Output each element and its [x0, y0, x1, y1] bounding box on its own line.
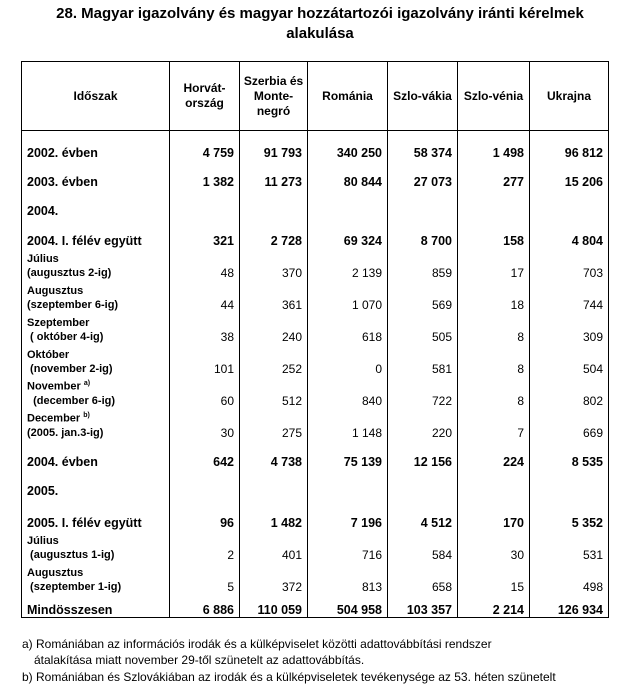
table-row	[22, 312, 609, 344]
value-cell: 11 273	[240, 160, 308, 189]
data-table	[21, 61, 609, 618]
period-name: Október	[27, 348, 70, 361]
footnote-marker: a)	[83, 379, 91, 387]
value-cell: 2 728	[240, 218, 308, 248]
period-label	[22, 530, 170, 562]
value-cell: 2 214	[458, 594, 530, 618]
value-cell: 669	[530, 408, 609, 440]
column-header: Románia	[308, 62, 388, 131]
value-cell: 277	[458, 160, 530, 189]
value-cell	[458, 469, 530, 498]
period-range: (november 2-ig)	[27, 362, 113, 375]
table-row	[22, 530, 609, 562]
value-cell	[240, 189, 308, 218]
value-cell: 27 073	[388, 160, 458, 189]
value-cell: 361	[240, 280, 308, 312]
value-cell: 504	[530, 344, 609, 376]
value-cell: 340 250	[308, 131, 388, 160]
value-cell: 1 382	[170, 160, 240, 189]
value-cell: 512	[240, 376, 308, 408]
period-name: December	[27, 412, 81, 425]
value-cell: 4 759	[170, 131, 240, 160]
period-name: 2002. évben	[27, 145, 98, 160]
table-row	[22, 280, 609, 312]
value-cell: 8 700	[388, 218, 458, 248]
period-label	[22, 280, 170, 312]
value-cell: 505	[388, 312, 458, 344]
value-cell: 48	[170, 248, 240, 280]
value-cell: 1 482	[240, 498, 308, 530]
value-cell: 80 844	[308, 160, 388, 189]
value-cell: 1 498	[458, 131, 530, 160]
value-cell: 4 738	[240, 440, 308, 469]
period-name: 2005.	[27, 483, 59, 498]
table-row	[22, 376, 609, 408]
value-cell: 15	[458, 562, 530, 594]
value-cell: 4 804	[530, 218, 609, 248]
value-cell: 0	[308, 344, 388, 376]
header-row	[22, 62, 609, 131]
period-label	[22, 469, 170, 498]
value-cell	[388, 189, 458, 218]
table-row	[22, 498, 609, 530]
period-label	[22, 440, 170, 469]
value-cell	[240, 469, 308, 498]
value-cell: 126 934	[530, 594, 609, 618]
value-cell: 802	[530, 376, 609, 408]
period-range: (szeptember 1-ig)	[27, 580, 122, 593]
period-name: November	[27, 380, 81, 393]
value-cell: 220	[388, 408, 458, 440]
period-name: Augusztus	[27, 566, 84, 579]
value-cell: 584	[388, 530, 458, 562]
period-name: Július	[27, 534, 59, 547]
value-cell: 96	[170, 498, 240, 530]
value-cell: 716	[308, 530, 388, 562]
value-cell: 103 357	[388, 594, 458, 618]
value-cell: 859	[388, 248, 458, 280]
value-cell: 5 352	[530, 498, 609, 530]
period-name: 2004. évben	[27, 454, 98, 469]
value-cell: 101	[170, 344, 240, 376]
value-cell: 4 512	[388, 498, 458, 530]
value-cell	[530, 189, 609, 218]
page-title: 28. Magyar igazolvány és magyar hozzátartozói igazolvány iránti kérelmek alakulása	[56, 5, 584, 42]
table-row	[22, 594, 609, 618]
period-name: Mindösszesen	[27, 603, 113, 617]
period-name: Augusztus	[27, 284, 84, 297]
footnote-b: b) Romániában és Szlovákiában az irodák és a külképviseletek tevékenysége az 53. héten szünetelt	[22, 670, 556, 684]
value-cell: 569	[388, 280, 458, 312]
value-cell: 44	[170, 280, 240, 312]
period-label	[22, 562, 170, 594]
value-cell: 722	[388, 376, 458, 408]
value-cell	[170, 189, 240, 218]
period-name: Szeptember	[27, 316, 90, 329]
value-cell: 840	[308, 376, 388, 408]
value-cell	[458, 189, 530, 218]
value-cell	[170, 469, 240, 498]
column-header: Ukrajna	[530, 62, 609, 131]
value-cell: 58 374	[388, 131, 458, 160]
value-cell: 75 139	[308, 440, 388, 469]
value-cell: 813	[308, 562, 388, 594]
period-name: 2003. évben	[27, 174, 98, 189]
value-cell: 642	[170, 440, 240, 469]
footnote-a-cont: átalakítása miatt november 29-től szünetelt az adattovábbítás.	[34, 653, 365, 667]
period-range: ( október 4-ig)	[27, 330, 104, 343]
value-cell: 372	[240, 562, 308, 594]
value-cell: 5	[170, 562, 240, 594]
value-cell: 1 148	[308, 408, 388, 440]
value-cell: 240	[240, 312, 308, 344]
value-cell: 1 070	[308, 280, 388, 312]
period-label	[22, 312, 170, 344]
period-range: (2005. jan.3-ig)	[27, 426, 104, 439]
value-cell: 309	[530, 312, 609, 344]
period-name: 2005. I. félév együtt	[27, 515, 142, 530]
column-header: Szlo-vákia	[388, 62, 458, 131]
period-range: (augusztus 2-ig)	[27, 266, 112, 279]
period-label	[22, 498, 170, 530]
value-cell: 498	[530, 562, 609, 594]
value-cell: 252	[240, 344, 308, 376]
value-cell: 30	[458, 530, 530, 562]
period-label	[22, 160, 170, 189]
value-cell: 110 059	[240, 594, 308, 618]
value-cell: 12 156	[388, 440, 458, 469]
value-cell: 321	[170, 218, 240, 248]
column-header: Szerbia és Monte-negró	[240, 62, 308, 131]
value-cell: 69 324	[308, 218, 388, 248]
column-header: Szlo-vénia	[458, 62, 530, 131]
value-cell: 504 958	[308, 594, 388, 618]
value-cell: 401	[240, 530, 308, 562]
table-row	[22, 440, 609, 469]
value-cell: 18	[458, 280, 530, 312]
period-label	[22, 594, 170, 618]
value-cell: 8	[458, 376, 530, 408]
period-label	[22, 376, 170, 408]
value-cell: 38	[170, 312, 240, 344]
value-cell: 15 206	[530, 160, 609, 189]
value-cell: 170	[458, 498, 530, 530]
table-row	[22, 218, 609, 248]
value-cell: 7	[458, 408, 530, 440]
value-cell: 531	[530, 530, 609, 562]
value-cell: 275	[240, 408, 308, 440]
value-cell: 224	[458, 440, 530, 469]
value-cell	[388, 469, 458, 498]
period-name: 2004. I. félév együtt	[27, 233, 142, 248]
value-cell: 2 139	[308, 248, 388, 280]
value-cell	[308, 469, 388, 498]
column-header: Horvát-ország	[170, 62, 240, 131]
period-label	[22, 131, 170, 160]
period-label	[22, 408, 170, 440]
value-cell: 17	[458, 248, 530, 280]
value-cell: 2	[170, 530, 240, 562]
period-label	[22, 189, 170, 218]
period-name: 2004.	[27, 203, 59, 218]
table-row	[22, 248, 609, 280]
value-cell: 8	[458, 312, 530, 344]
footnote-marker: b)	[83, 411, 90, 419]
value-cell: 703	[530, 248, 609, 280]
table-row	[22, 189, 609, 218]
period-range: (augusztus 1-ig)	[27, 548, 115, 561]
table-row	[22, 344, 609, 376]
footnote-a: a) Romániában az információs irodák és a külképviselet közötti adattovábbítási rendszer	[22, 637, 492, 651]
table-row	[22, 562, 609, 594]
value-cell: 8	[458, 344, 530, 376]
period-label	[22, 344, 170, 376]
value-cell: 158	[458, 218, 530, 248]
value-cell: 30	[170, 408, 240, 440]
period-label	[22, 248, 170, 280]
value-cell: 6 886	[170, 594, 240, 618]
value-cell	[308, 189, 388, 218]
value-cell: 60	[170, 376, 240, 408]
table-row	[22, 408, 609, 440]
value-cell: 96 812	[530, 131, 609, 160]
value-cell	[530, 469, 609, 498]
table-row	[22, 160, 609, 189]
value-cell: 91 793	[240, 131, 308, 160]
period-label	[22, 218, 170, 248]
value-cell: 618	[308, 312, 388, 344]
value-cell: 744	[530, 280, 609, 312]
value-cell: 8 535	[530, 440, 609, 469]
value-cell: 370	[240, 248, 308, 280]
period-name: Július	[27, 252, 59, 265]
table-row	[22, 469, 609, 498]
period-range: (szeptember 6-ig)	[27, 298, 119, 311]
table-row	[22, 131, 609, 160]
value-cell: 581	[388, 344, 458, 376]
period-range: (december 6-ig)	[27, 394, 116, 407]
column-header: Időszak	[22, 62, 170, 131]
value-cell: 7 196	[308, 498, 388, 530]
value-cell: 658	[388, 562, 458, 594]
